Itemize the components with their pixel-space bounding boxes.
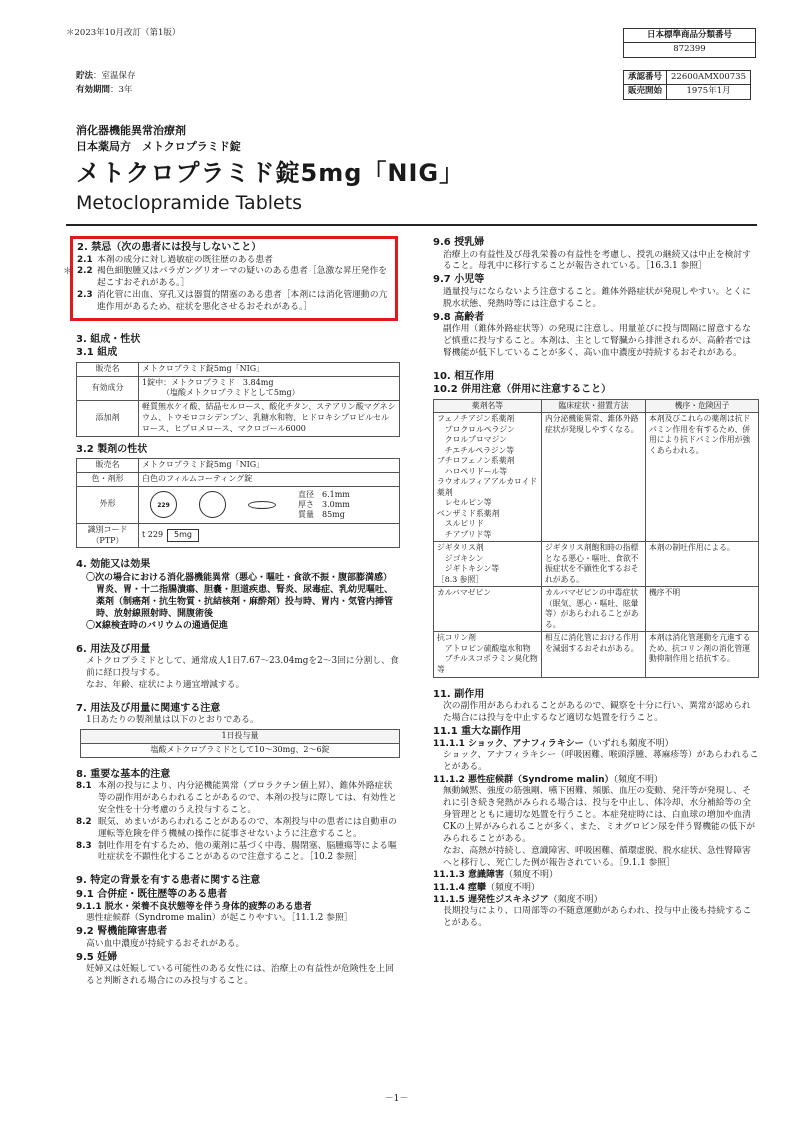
cell-value: [139, 376, 400, 401]
contra-num: 2.2: [77, 266, 93, 277]
precaution-text: 本剤の投与により、内分泌機能異常（プロラクチン値上昇）、錐体外路症状等の副作用があらわれることがあるので、本剤の投与に際しては、有効性と安全性を十分考慮のうえ投与すること。: [98, 781, 397, 815]
special-9-6: 9.6 授乳婦: [433, 237, 485, 248]
contra-text: 消化管に出血、穿孔又は器質的閉塞のある患者［本剤には消化管運動の亢進作用があるため、症状を悪化させるおそれがある。］: [97, 290, 388, 312]
tablet-diameter: 直径 6.1mm: [298, 489, 350, 499]
interaction-symptom: 相互に消化管における作用を減弱するおそれがある。: [542, 632, 646, 677]
cell-value: メトクロプラミド錠5mg「NIG」: [139, 459, 400, 473]
composition-table: [76, 362, 400, 437]
interaction-mechanism: 本剤は消化管運動を亢進するため、抗コリン剤の消化管運動抑制作用と拮抗する。: [646, 632, 759, 677]
adverse-11-1-5: [433, 894, 759, 906]
title-rule: [66, 224, 757, 226]
adverse-11-1-2-text2: なお、高熱が持続し、意識障害、呼吸困難、循環虚脱、脱水症状、急性腎障害へと移行し、死亡した例が報告されている。［9.1.1 参照］: [443, 845, 751, 868]
indication-heading: 4. 効能又は効果: [76, 559, 151, 571]
tablet-thickness: 厚さ 3.0mm: [298, 499, 350, 509]
precaution-item: [76, 817, 400, 841]
approval-label: 承認番号: [624, 71, 667, 85]
adverse-11-1-4-freq: （頻度不明）: [486, 882, 541, 893]
table-row: [434, 413, 759, 542]
special-9-6-text: 治療上の有益性及び母乳栄養の有益性を考慮し、授乳の継続又は中止を検討すること。母乳中に移行することが報告されている。［16.3.1 参照］: [443, 249, 751, 272]
contra-text: 褐色細胞腫又はパラガングリオーマの疑いのある患者［急激な昇圧発作を起こすおそれがある。］: [97, 266, 388, 289]
contra-item: [77, 255, 391, 267]
contra-num: 2.3: [77, 290, 93, 301]
contra-item: [77, 290, 391, 314]
cell-label: 販売名: [77, 459, 139, 473]
adverse-11-1-5-title: 11.1.5 遅発性ジスキネジア: [433, 894, 549, 905]
dosage-note-heading: 7. 用法及び用量に関連する注意: [76, 702, 221, 714]
cell-label: 添加剤: [77, 401, 139, 436]
right-column: [433, 236, 759, 930]
special-9-5-text: 妊婦又は妊娠している可能性のある女性には、治療上の有益性が危険性を上回ると判断される場合にのみ投与すること。: [86, 964, 394, 987]
storage-value: ：室温保存: [93, 71, 136, 81]
dosage-text2: なお、年齢、症状により適宜増減する。: [86, 679, 245, 690]
special-9-8-text: 副作用（錐体外路症状等）の発現に注意し、用量並びに投与間隔に留意するなど慎重に投与すること。本剤は、主として腎臓から排泄されるが、高齢者では腎機能が低下していることが多く、高い血中濃度が持続するおそれがある。: [443, 324, 751, 358]
composition-heading: 3. 組成・性状: [76, 333, 141, 345]
daily-dose-table: [80, 729, 400, 758]
interaction-symptom: ジギタリス剤飽和時の指標となる悪心・嘔吐、食欲不振症状を不顕性化するおそれがある。: [542, 542, 646, 587]
interactions-table: [433, 399, 759, 678]
special-9-1-1-text: 悪性症候群（Syndrome malin）が起こりやすい。［11.1.2 参照］: [86, 913, 353, 924]
ptp-code: 5mg: [167, 529, 199, 542]
precaution-item: [76, 841, 400, 865]
cell-label: 外形: [77, 486, 139, 523]
precaution-item: [76, 781, 400, 817]
adverse-11-1-2-title: 11.1.2 悪性症候群（Syndrome malin）: [433, 775, 614, 786]
cell-label: 識別コード（PTP）: [77, 523, 139, 548]
adverse-11-1-1-freq: （いずれも頻度不明）: [583, 739, 674, 750]
adverse-11-1-1-title: 11.1.1 ショック、アナフィラキシー: [433, 739, 584, 750]
interaction-mechanism: 本剤の制吐作用による。: [646, 542, 759, 587]
adverse-11-1-2-freq: （頻度不明）: [613, 775, 663, 786]
adverse-11-1-2-text: 無動緘黙、強度の筋強剛、嚥下困難、頻脈、血圧の変動、発汗等が発現し、それに引き続き発熱がみられる場合は、投与を中止し、体冷却、水分補給等の全身管理とともに適切な処置を行うこと。本症発症時には、白血球の増加や血清CKの上昇がみられることが多く、また、ミオグロビン尿を伴う腎機能の低下がみられることがある。: [443, 786, 756, 844]
page-number: －1－: [384, 1094, 409, 1104]
active-ingredient: 1錠中：メトクロプラミド 3.84mg: [142, 377, 274, 387]
interactions-col-symptom: 臨床症状・措置方法: [542, 399, 646, 413]
indication-line3: 〇X線検査時のバリウムの通過促進: [86, 621, 228, 632]
adverse-intro: 次の副作用があらわれることがあるので、観察を十分に行い、異常が認められた場合には投与を中止するなど適切な処置を行うこと。: [443, 701, 751, 723]
precaution-num: 8.1: [76, 781, 92, 792]
table-row: [434, 587, 759, 632]
tablet-side-icon: [248, 501, 276, 509]
adverse-11-1-3-title: 11.1.3 意識障害: [433, 870, 505, 881]
jp-name: 日本薬局方 メトクロプラミド錠: [76, 140, 241, 153]
adverse-11-1-4: [433, 882, 759, 894]
dosage-text: メトクロプラミドとして、通常成人1日7.67～23.04mgを2～3回に分割し、食前に経口投与する。: [86, 656, 399, 678]
cell-label: 有効成分: [77, 376, 139, 401]
expiry-value: ：3年: [110, 84, 133, 95]
properties-table: [76, 458, 400, 548]
special-9-2: 9.2 腎機能障害患者: [76, 926, 168, 938]
product-title-en: Metoclopramide Tablets: [76, 192, 303, 214]
interactions-col-drug: 薬剤名等: [434, 399, 542, 413]
adverse-11-1: 11.1 重大な副作用: [433, 725, 522, 737]
product-code-box: [623, 28, 756, 58]
expiry-label: 有効期間: [76, 84, 111, 95]
interaction-mechanism: 機序不明: [646, 587, 759, 632]
sale-start-label: 販売開始: [624, 85, 667, 99]
adverse-11-1-4-title: 11.1.4 痙攣: [433, 882, 487, 893]
approval-value: 22600AMX00735: [667, 71, 751, 85]
therapeutic-category: 消化器機能異常治療剤: [76, 124, 186, 137]
interaction-drug: カルバマゼピン: [434, 587, 542, 632]
interaction-drug: ジギタリス剤 ジゴキシン ジギトキシン等 ［8.3 参照］: [434, 542, 542, 587]
approval-table: [623, 70, 751, 100]
precautions-heading: 8. 重要な基本的注意: [76, 768, 171, 780]
storage-info: [76, 70, 136, 97]
cell-value: 白色のフィルムコーティング錠: [139, 472, 400, 486]
cell-value: 軽質無水ケイ酸、結晶セルロース、酸化チタン、ステアリン酸マグネシウム、トウモロコシデンプン、乳糖水和物、ヒドロキシプロピルセルロース、ヒプロメロース、マクロゴール6000: [139, 401, 400, 436]
special-9-7: 9.7 小児等: [433, 274, 485, 286]
dosage-heading: 6. 用法及び用量: [76, 643, 151, 655]
interaction-symptom: 内分泌機能異常、錐体外路症状が発現しやすくなる。: [542, 413, 646, 542]
interaction-drug: 抗コリン剤 アトロピン硫酸塩水和物 ブチルスコポラミン臭化物等: [434, 632, 542, 677]
special-9-5: 9.5 妊婦: [76, 951, 118, 963]
special-9-7-text: 過量投与にならないよう注意すること。錐体外路症状が発現しやすい。とくに脱水状態、発熱時等には注意すること。: [443, 286, 751, 309]
interactions-sub: 10.2 併用注意（併用に注意すること）: [433, 384, 612, 396]
contra-text: 本剤の成分に対し過敏症の既往歴のある患者: [97, 254, 273, 265]
contraindications-box: [63, 236, 398, 321]
cell-label: 色・剤形: [77, 472, 139, 486]
cell-label: 販売名: [77, 362, 139, 376]
storage-label: 貯法: [76, 71, 94, 81]
cell-value: メトクロプラミド錠5mg「NIG」: [139, 362, 400, 376]
indication-line1: 〇次の場合における消化器機能異常（悪心・嘔吐・食欲不振・腹部膨満感）: [86, 572, 393, 583]
composition-sub1: 3.1 組成: [76, 347, 118, 359]
table-row: [434, 632, 759, 677]
special-9-8: 9.8 高齢者: [433, 311, 485, 323]
daily-dose-value: 塩酸メトクロプラミドとして10～30mg、2～6錠: [81, 743, 400, 757]
tablet-mass: 質量 85mg: [298, 509, 345, 519]
special-heading: 9. 特定の背景を有する患者に関する注意: [76, 875, 261, 887]
interactions-col-mechanism: 機序・危険因子: [646, 399, 759, 413]
adverse-11-1-1-text: ショック、アナフィラキシー（呼吸困難、喉頭浮腫、蕁麻疹等）があらわれることがある。: [443, 750, 759, 773]
product-code-label: 日本標準商品分類番号: [624, 29, 755, 43]
daily-dose-header: 1日投与量: [81, 730, 400, 744]
composition-sub2: 3.2 製剤の性状: [76, 443, 148, 455]
adverse-11-1-5-text: 長期投与により、口周部等の不随意運動があらわれ、投与中止後も持続することがある。: [443, 905, 752, 928]
contraindications-heading: 2. 禁忌（次の患者には投与しないこと）: [77, 242, 262, 253]
active-ingredient-salt: （塩酸メトクロプラミドとして5mg）: [162, 388, 300, 398]
special-9-1: 9.1 合併症・既往歴等のある患者: [76, 888, 228, 900]
precaution-text: 制吐作用を有するため、他の薬剤に基づく中毒、腸閉塞、脳腫瘍等による嘔吐症状を不顕性化することがあるので注意すること。［10.2 参照］: [98, 840, 397, 863]
left-column: [63, 236, 400, 988]
adverse-11-1-2: [433, 774, 759, 786]
adverse-11-1-3: [433, 869, 759, 881]
tablet-back-icon: [199, 491, 226, 518]
cell-value: [139, 523, 400, 548]
revision-date: ＊2023年10月改訂（第1版）: [66, 28, 181, 38]
identification-code: t 229: [142, 530, 164, 540]
adverse-11-1-3-freq: （頻度不明）: [504, 870, 559, 881]
tablet-shape-cell: [139, 486, 400, 523]
adverse-heading: 11. 副作用: [433, 688, 485, 700]
indication-line2: 胃炎、胃・十二指腸潰瘍、胆嚢・胆道疾患、腎炎、尿毒症、乳幼児嘔吐、薬剤（制癌剤・抗生物質・抗結核剤・麻酔剤）投与時、胃内・気管内挿管時、放射線照射時、開腹術後: [96, 584, 394, 620]
interaction-drug: フェノチアジン系薬剤 プロクロルペラジン クロルプロマジン チエチルペラジン等 ブチロフェノン系薬剤 ハロペリドール等 ラウオルフィアアルカロイド薬剤 レセルピン等 ベンザミド系薬剤 スルピリド チアプリド等: [434, 413, 542, 542]
tablet-front-icon: 229: [150, 491, 177, 518]
table-row: [434, 542, 759, 587]
precaution-num: 8.2: [76, 816, 92, 827]
interaction-symptom: カルバマゼピンの中毒症状（眠気、悪心・嘔吐、眩暈等）があらわれることがある。: [542, 587, 646, 632]
adverse-11-1-5-freq: （頻度不明）: [548, 894, 603, 905]
product-code-value: 872399: [673, 44, 706, 55]
interactions-heading: 10. 相互作用: [433, 370, 495, 382]
product-title-ja: メトクロプラミド錠5mg「NIG」: [76, 159, 465, 187]
contra-num: 2.1: [77, 254, 93, 265]
special-9-2-text: 高い血中濃度が持続するおそれがある。: [86, 938, 245, 949]
sale-start-value: 1975年1月: [667, 85, 751, 99]
revision-star: ＊: [63, 267, 73, 278]
interaction-mechanism: 本剤及びこれらの薬剤は抗ドパミン作用を有するため、併用により抗ドパミン作用が強くあらわれる。: [646, 413, 759, 542]
dosage-note-text: 1日あたりの製剤量は以下のとおりである。: [86, 715, 259, 726]
precaution-text: 眠気、めまいがあらわれることがあるので、本剤投与中の患者には自動車の運転等危険を伴う機械の操作に従事させないように注意すること。: [98, 816, 397, 839]
adverse-11-1-1: [433, 738, 759, 750]
special-9-1-1: 9.1.1 脱水・栄養不良状態等を伴う身体的疲弊のある患者: [76, 902, 312, 913]
contra-item: [63, 266, 391, 290]
precaution-num: 8.3: [76, 840, 92, 851]
